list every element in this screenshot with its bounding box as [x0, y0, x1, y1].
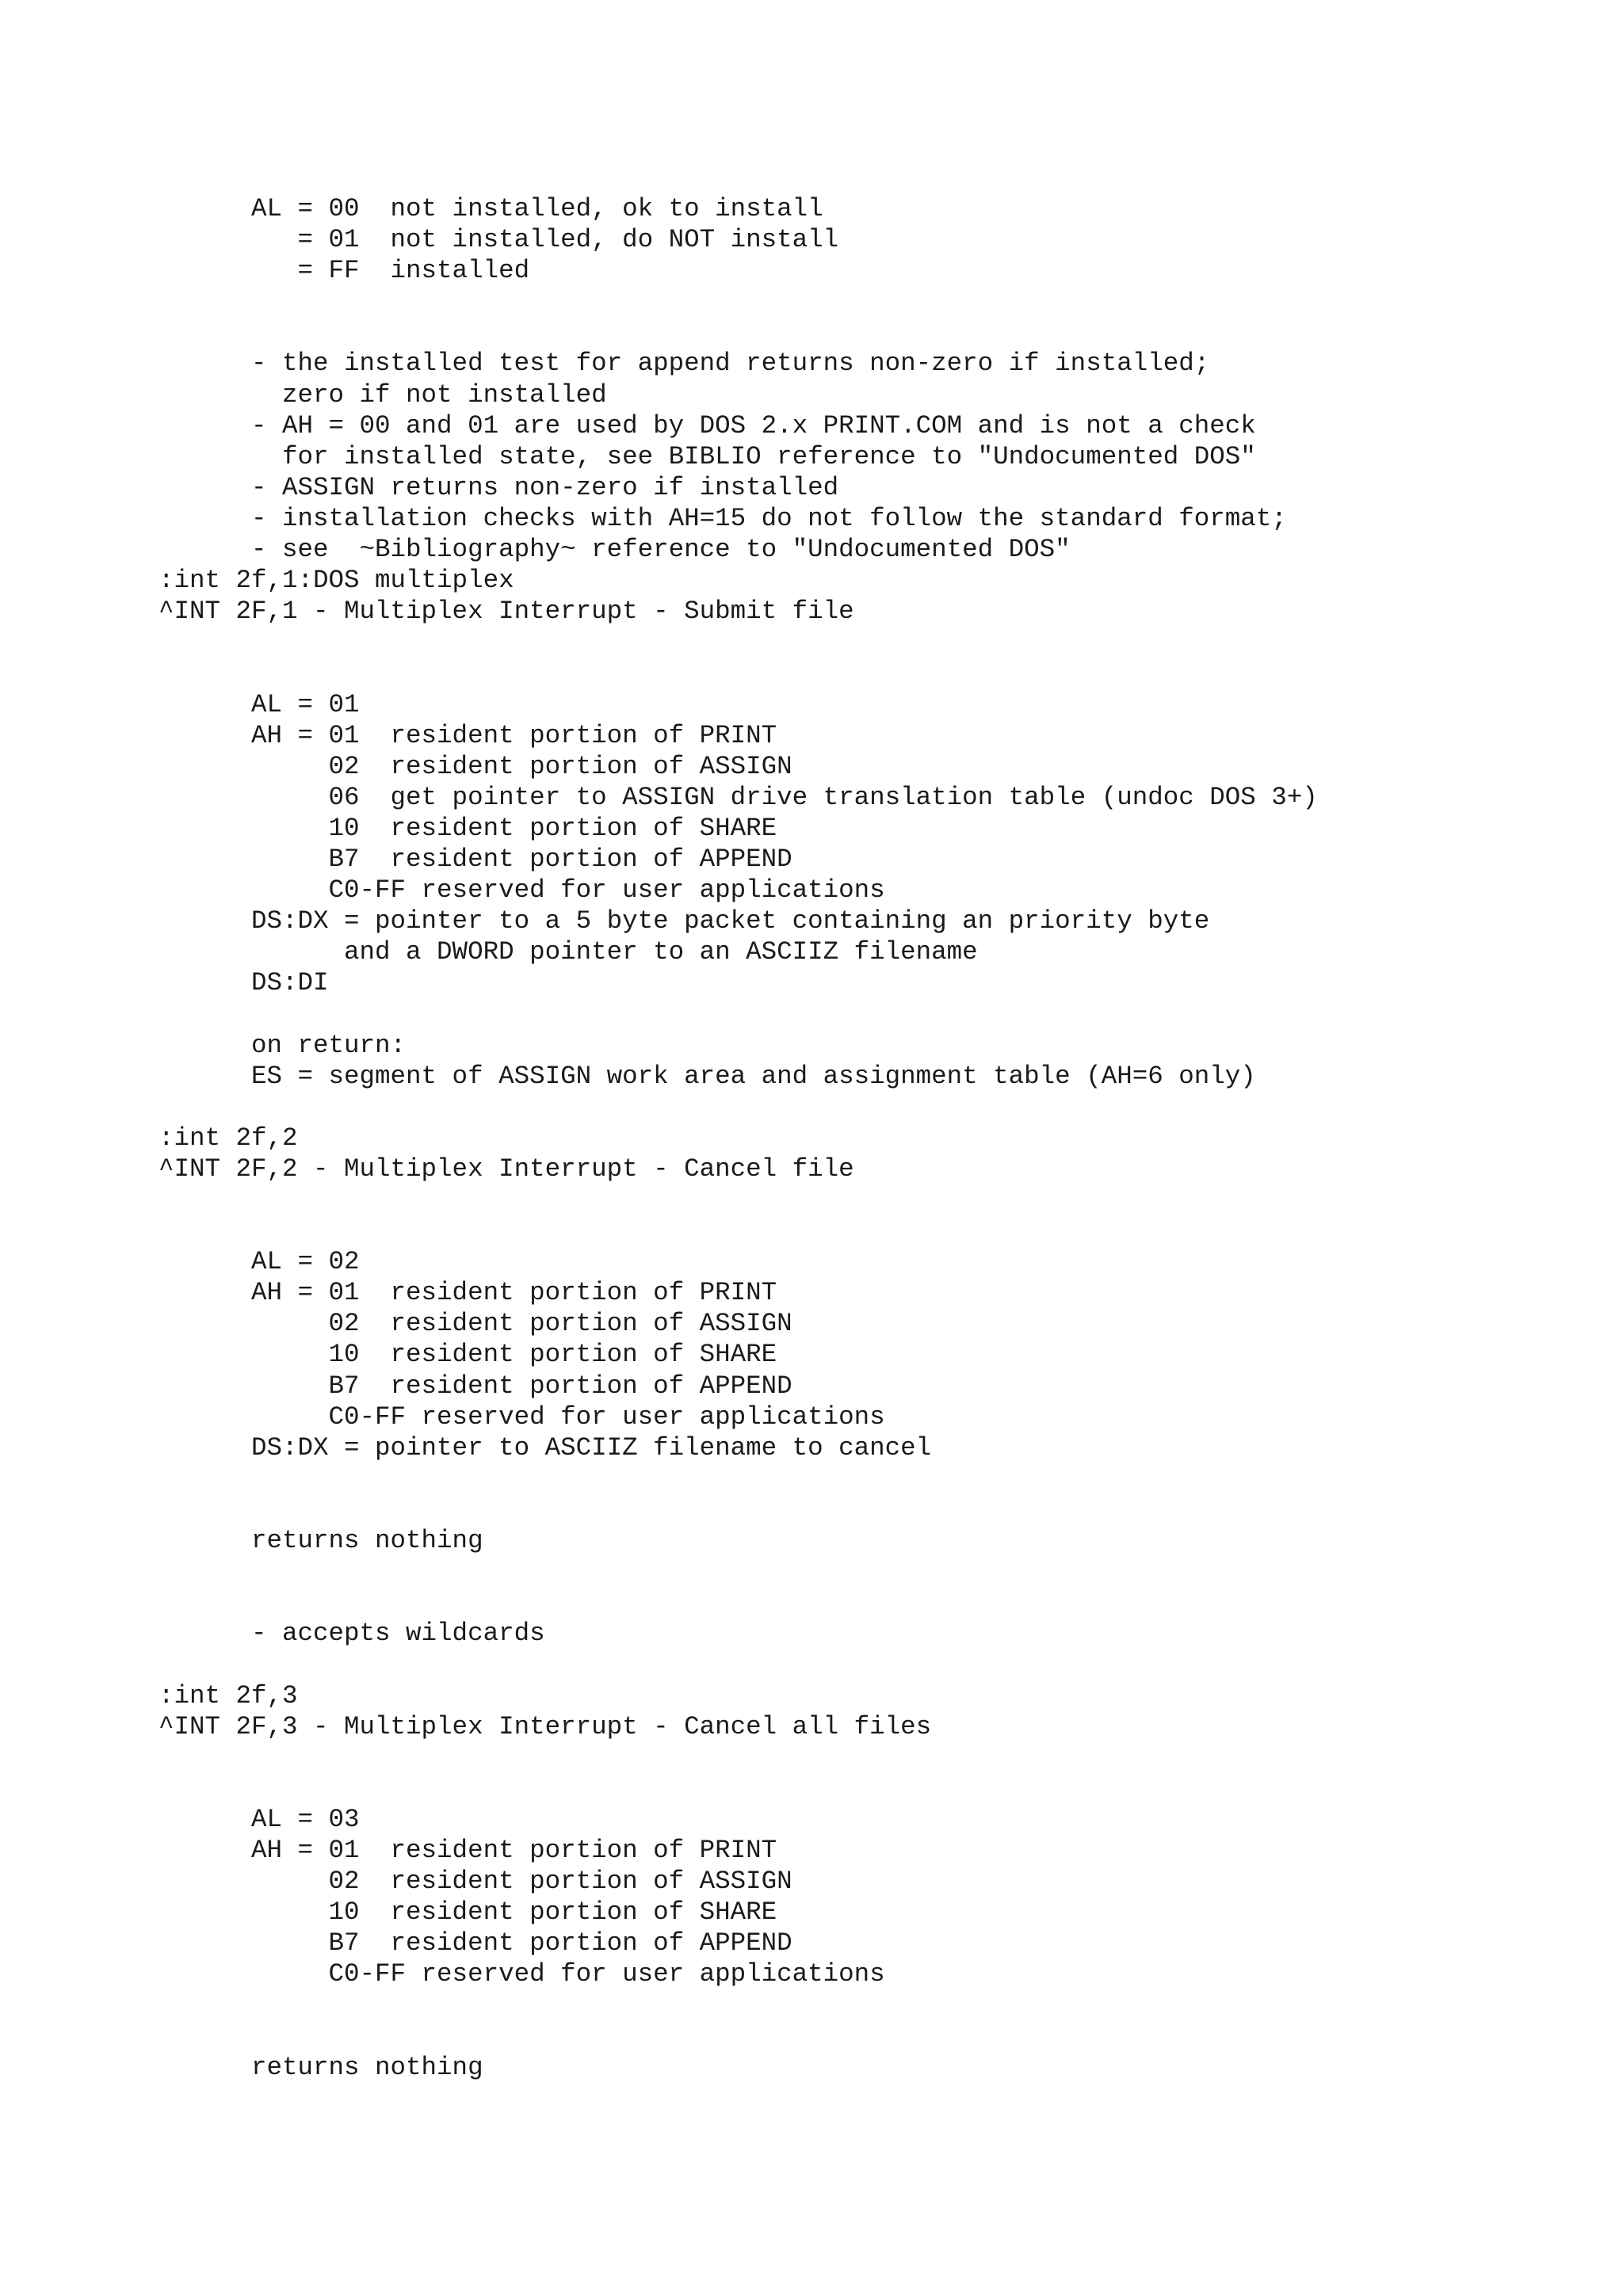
- section-heading-int-2f-3: ^INT 2F,3 - Multiplex Interrupt - Cancel all files: [158, 1711, 932, 1741]
- text-line: [158, 1556, 1601, 1587]
- text-line: 02 resident portion of ASSIGN: [158, 751, 792, 781]
- text-line: [158, 317, 1601, 348]
- text-line: returns nothing: [158, 1526, 483, 1556]
- text-line: [158, 998, 1601, 1029]
- text-line: - the installed test for append returns non-zero if installed;: [158, 349, 1210, 379]
- text-line: returns nothing: [158, 2052, 483, 2082]
- text-line: AL = 02: [158, 1247, 360, 1277]
- text-line: DS:DX = pointer to ASCIIZ filename to cancel: [158, 1432, 932, 1463]
- text-line: - ASSIGN returns non-zero if installed: [158, 472, 839, 502]
- text-line: [158, 286, 1601, 317]
- text-line: 10 resident portion of SHARE: [158, 1897, 777, 1928]
- text-line: [158, 1184, 1601, 1215]
- section-tag-int-2f-1: :int 2f,1:DOS multiplex: [158, 566, 514, 596]
- text-line: [158, 1587, 1601, 1618]
- text-line: AL = 03: [158, 1804, 360, 1834]
- text-line: [158, 1773, 1601, 1804]
- text-line: 06 get pointer to ASSIGN drive translation table (undoc DOS 3+): [158, 782, 1318, 812]
- text-line: C0-FF reserved for user applications: [158, 875, 885, 906]
- text-line: [158, 1494, 1601, 1525]
- text-line: [158, 1649, 1601, 1680]
- text-line: DS:DI: [158, 968, 329, 998]
- section-tag-int-2f-2: :int 2f,2: [158, 1123, 298, 1153]
- text-line: - AH = 00 and 01 are used by DOS 2.x PRINT.COM and is not a check: [158, 410, 1256, 441]
- document-text: [158, 193, 1601, 2083]
- text-line: AH = 01 resident portion of PRINT: [158, 1278, 777, 1308]
- text-line: [158, 1463, 1601, 1494]
- text-line: [158, 1742, 1601, 1773]
- section-heading-int-2f-2: ^INT 2F,2 - Multiplex Interrupt - Cancel file: [158, 1154, 854, 1184]
- text-line: - installation checks with AH=15 do not follow the standard format;: [158, 503, 1287, 533]
- text-line: B7 resident portion of APPEND: [158, 844, 792, 874]
- text-line: C0-FF reserved for user applications: [158, 1402, 885, 1432]
- text-line: - accepts wildcards: [158, 1619, 545, 1649]
- text-line: and a DWORD pointer to an ASCIIZ filename: [158, 937, 978, 967]
- text-line: = FF installed: [158, 256, 530, 286]
- text-line: 02 resident portion of ASSIGN: [158, 1309, 792, 1339]
- text-line: [158, 658, 1601, 688]
- section-tag-int-2f-3: :int 2f,3: [158, 1680, 298, 1711]
- text-line: DS:DX = pointer to a 5 byte packet containing an priority byte: [158, 906, 1210, 936]
- text-line: [158, 627, 1601, 658]
- text-line: 10 resident portion of SHARE: [158, 813, 777, 843]
- text-line: on return:: [158, 1030, 407, 1060]
- text-line: 10 resident portion of SHARE: [158, 1340, 777, 1370]
- text-line: AL = 00 not installed, ok to install: [158, 194, 823, 223]
- text-line: [158, 1092, 1601, 1123]
- text-line: for installed state, see BIBLIO reference to "Undocumented DOS": [158, 441, 1256, 471]
- text-line: ES = segment of ASSIGN work area and assignment table (AH=6 only): [158, 1061, 1256, 1091]
- text-line: B7 resident portion of APPEND: [158, 1371, 792, 1401]
- text-line: C0-FF reserved for user applications: [158, 1959, 885, 1989]
- text-line: [158, 2021, 1601, 2052]
- text-line: AH = 01 resident portion of PRINT: [158, 720, 777, 750]
- text-line: AH = 01 resident portion of PRINT: [158, 1835, 777, 1865]
- text-line: zero if not installed: [158, 379, 607, 410]
- text-line: AL = 01: [158, 689, 360, 719]
- text-line: 02 resident portion of ASSIGN: [158, 1867, 792, 1897]
- text-line: [158, 1989, 1601, 2020]
- section-heading-int-2f-1: ^INT 2F,1 - Multiplex Interrupt - Submit file: [158, 597, 854, 627]
- text-line: B7 resident portion of APPEND: [158, 1928, 792, 1958]
- text-line: = 01 not installed, do NOT install: [158, 225, 839, 255]
- text-line: [158, 1215, 1601, 1246]
- text-line: - see ~Bibliography~ reference to "Undocumented DOS": [158, 535, 1071, 565]
